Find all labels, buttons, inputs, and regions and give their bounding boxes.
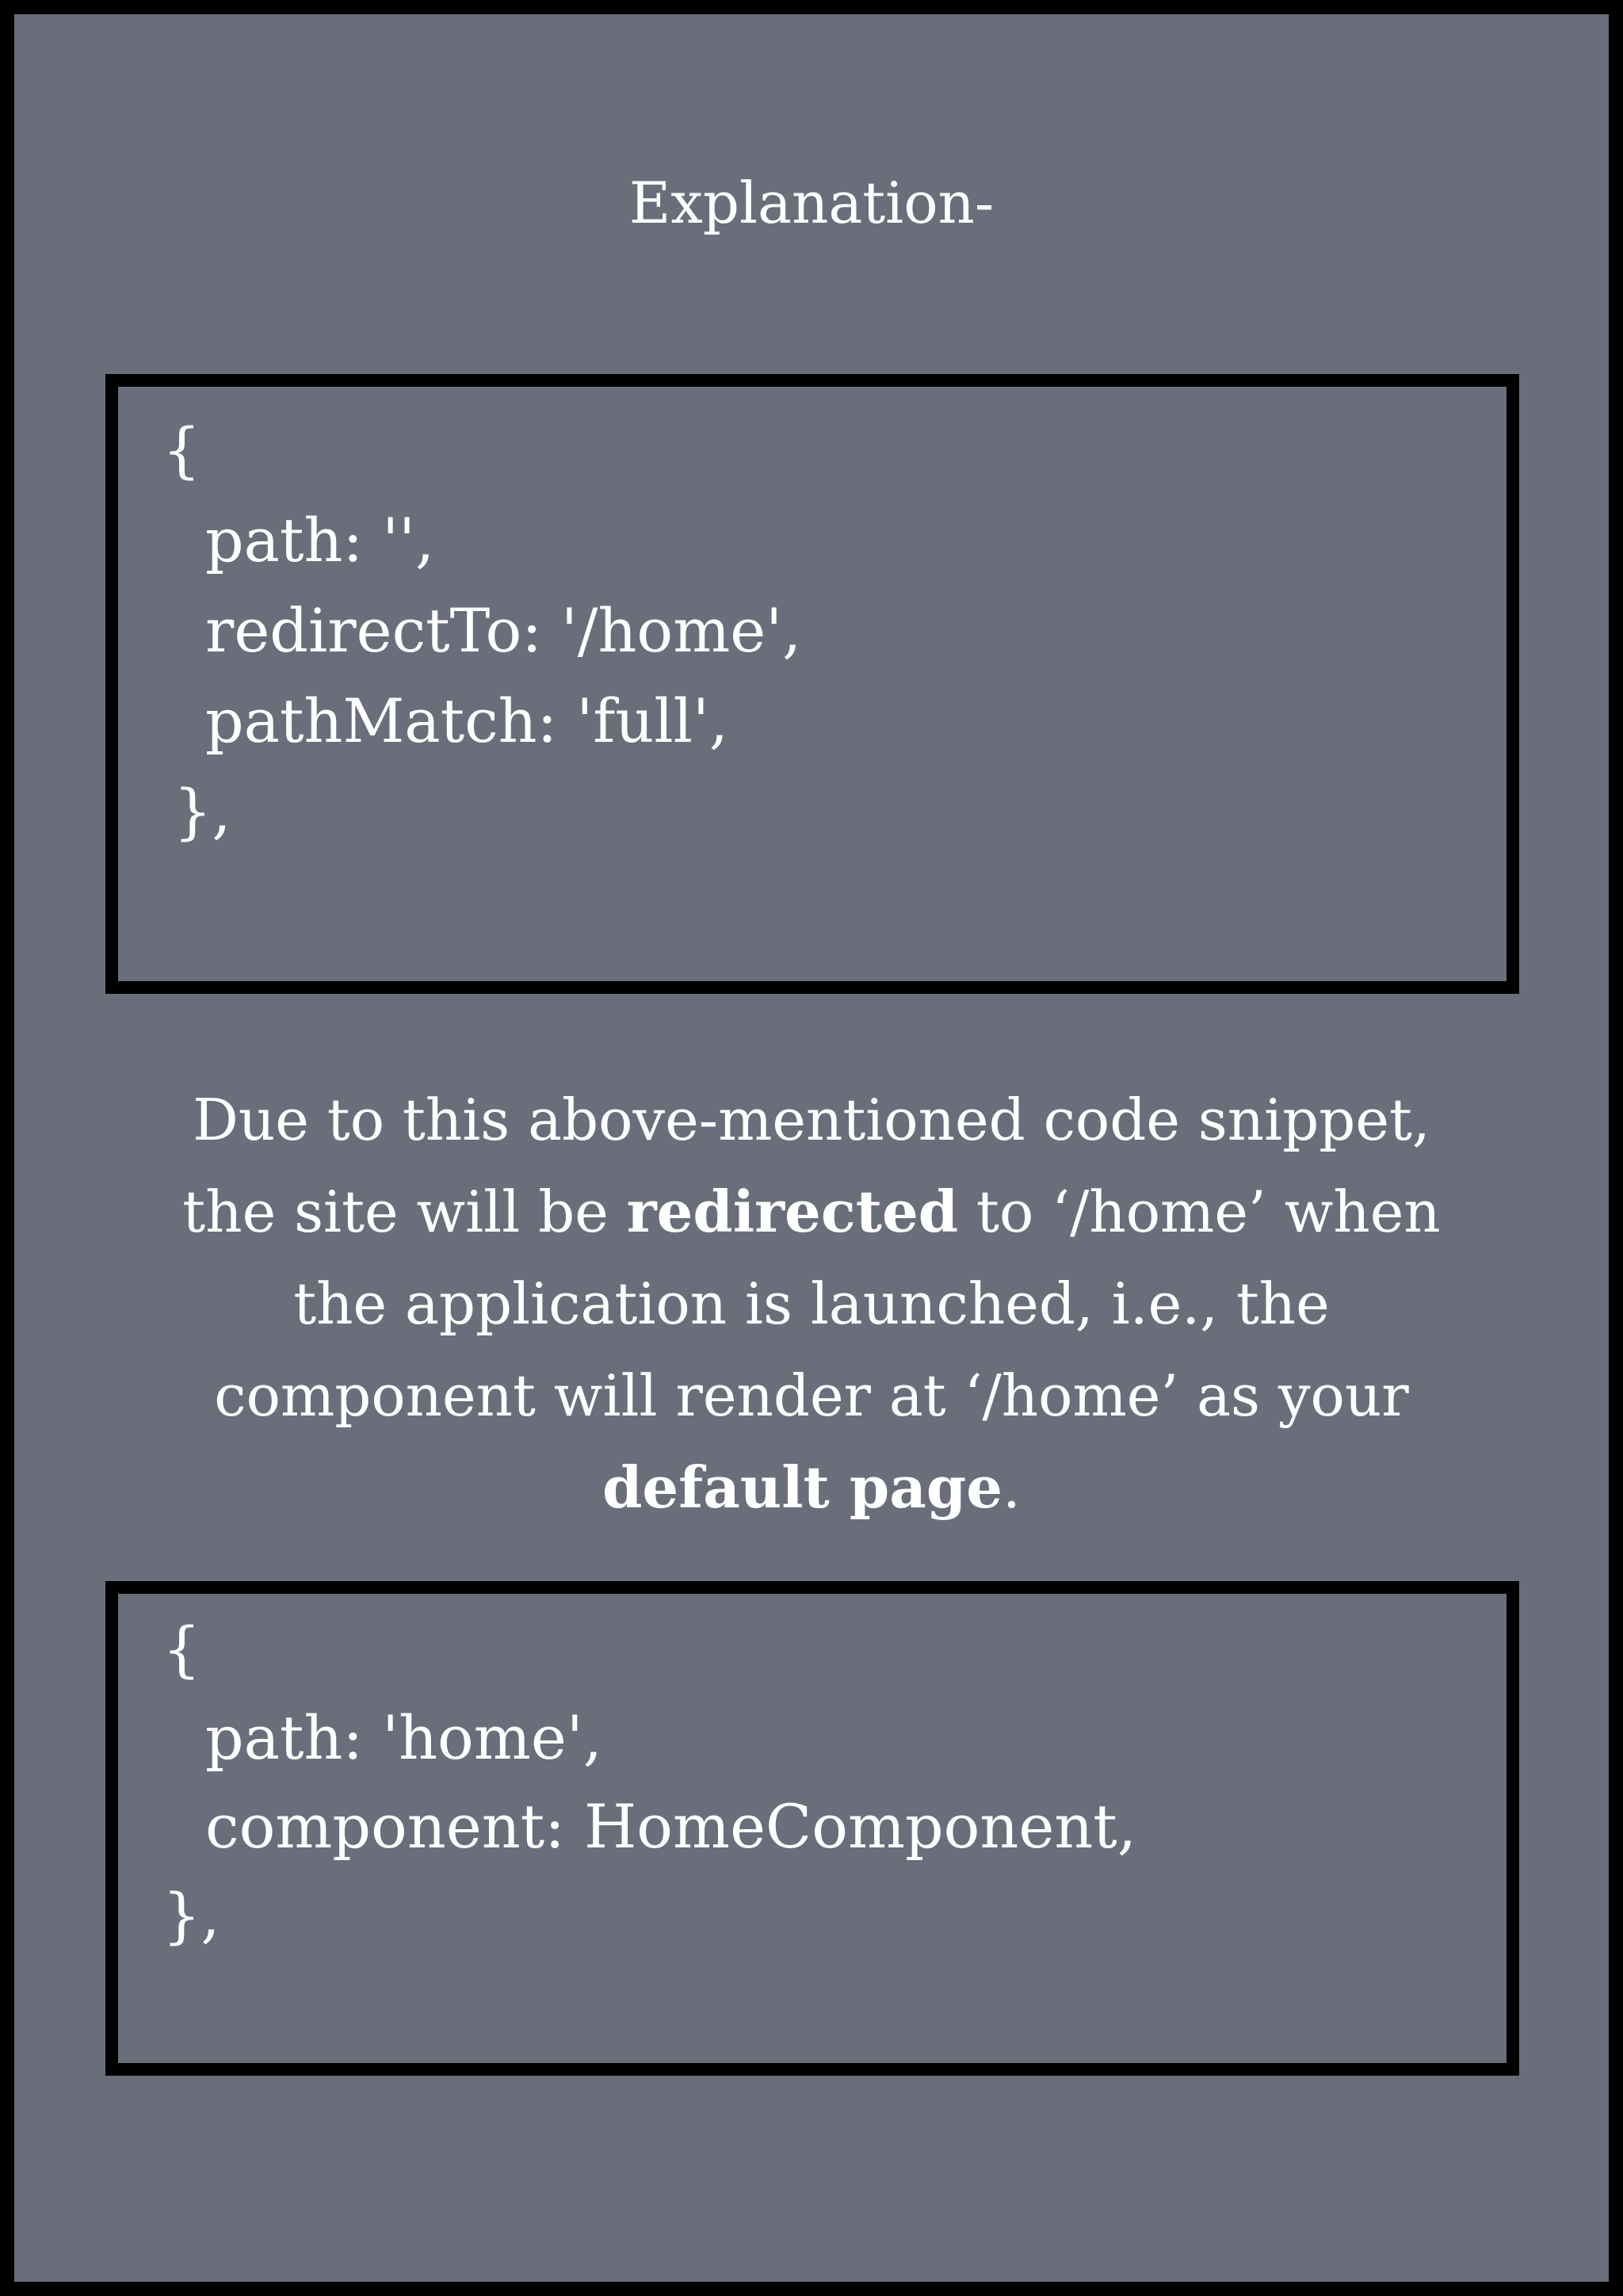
explanation-paragraph xyxy=(0,1074,1623,1534)
code-block-home-route xyxy=(105,1581,1519,2076)
explanation-text: the site will be xyxy=(182,1179,627,1245)
code-line: }, xyxy=(174,776,231,846)
code-line: path: '', xyxy=(205,505,435,575)
code-line: }, xyxy=(162,1880,220,1950)
explanation-line: component will render at ‘/home’ as your xyxy=(214,1362,1409,1429)
code-line: redirectTo: '/home', xyxy=(205,595,802,666)
emphasis-redirected: redirected xyxy=(626,1178,959,1245)
explanation-line: the application is launched, i.e., the xyxy=(293,1270,1330,1337)
code-line: path: 'home', xyxy=(205,1702,602,1773)
explanation-text: to ‘/home’ when xyxy=(958,1179,1441,1245)
code-line: pathMatch: 'full', xyxy=(205,686,729,756)
code-line: { xyxy=(162,1614,201,1684)
explanation-line xyxy=(0,1166,1623,1258)
page-title: Explanation- xyxy=(628,170,995,236)
explanation-text: . xyxy=(1002,1454,1021,1521)
code-block-redirect xyxy=(105,374,1519,994)
emphasis-default-page: default page xyxy=(602,1454,1003,1521)
code-line: component: HomeComponent, xyxy=(205,1791,1136,1862)
explanation-line: Due to this above-mentioned code snippet, xyxy=(193,1087,1430,1153)
explanation-line xyxy=(0,1442,1623,1534)
code-line: { xyxy=(162,415,201,485)
